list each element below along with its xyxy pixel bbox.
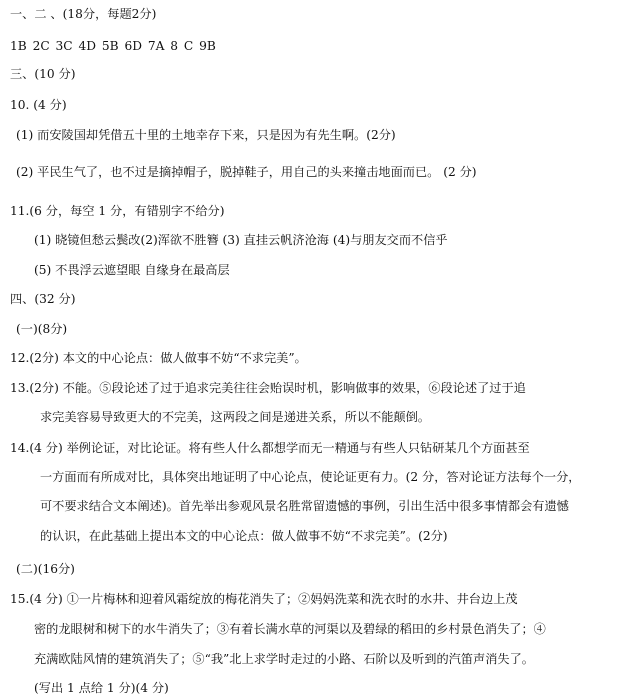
section-heading-1-2: 一、二 、(18分，每题2分): [10, 7, 157, 21]
question-15-answer-cont-1: 密的龙眼树和树下的水牛消失了；③有着长满水草的河渠以及碧绿的稻田的乡村景色消失了；④: [34, 622, 546, 636]
subsection-heading-1: (一)(8分): [16, 322, 68, 336]
subsection-heading-2: (二)(16分): [16, 562, 75, 576]
question-13-answer-cont: 求完美容易导致更大的不完美，这两段之间是递进关系，所以不能颠倒。: [40, 410, 430, 424]
question-12-answer: 12.(2分) 本文的中心论点：做人做事不妨“不求完美”。: [10, 351, 307, 365]
question-14-answer-cont-2: 可不要求结合文本阐述)。首先举出参观风景名胜常留遗憾的事例，引出生活中很多事情都会有遗憾: [40, 499, 569, 513]
section-heading-4: 四、(32 分): [10, 292, 76, 306]
question-10-answer-1: (1) 而安陵国却凭借五十里的土地幸存下来，只是因为有先生啊。(2分): [16, 128, 396, 142]
question-13-answer: 13.(2分) 不能。⑤段论述了过于追求完美往往会贻误时机，影响做事的效果，⑥段论述了过于追: [10, 381, 526, 395]
question-15-scoring-note: (写出 1 点给 1 分)(4 分): [34, 681, 169, 695]
question-11-answer-5: (5) 不畏浮云遮望眼 自缘身在最高层: [34, 263, 230, 277]
question-14-answer: 14.(4 分) 举例论证，对比论证。将有些人什么都想学而无一精通与有些人只钻研某几个方面甚至: [10, 441, 530, 455]
question-11-heading: 11.(6 分，每空 1 分，有错别字不给分): [10, 204, 225, 218]
section-heading-3: 三、(10 分): [10, 67, 76, 81]
question-14-answer-cont-1: 一方面而有所成对比，具体突出地证明了中心论点，使论证更有力。(2 分，答对论证方法每个一分，: [40, 470, 581, 484]
question-10-answer-2: (2) 平民生气了，也不过是摘掉帽子，脱掉鞋子，用自己的头来撞击地面而已。 (2 分): [16, 165, 477, 179]
question-15-answer-cont-2: 充满欧陆风情的建筑消失了；⑤“我”北上求学时走过的小路、石阶以及听到的汽笛声消失了。: [34, 652, 534, 666]
question-14-answer-cont-3: 的认识，在此基础上提出本文的中心论点：做人做事不妨“不求完美”。(2分): [40, 529, 448, 543]
multiple-choice-answers: 1B 2C 3C 4D 5B 6D 7A 8 C 9B: [10, 39, 216, 53]
question-15-answer: 15.(4 分) ①一片梅林和迎着风霜绽放的梅花消失了；②妈妈洗菜和洗衣时的水井、井台边上茂: [10, 592, 518, 606]
question-10-heading: 10. (4 分): [10, 98, 67, 112]
question-11-answers-1-4: (1) 晓镜但愁云鬓改(2)浑欲不胜簪 (3) 直挂云帆济沧海 (4)与朋友交而不信乎: [34, 233, 448, 247]
